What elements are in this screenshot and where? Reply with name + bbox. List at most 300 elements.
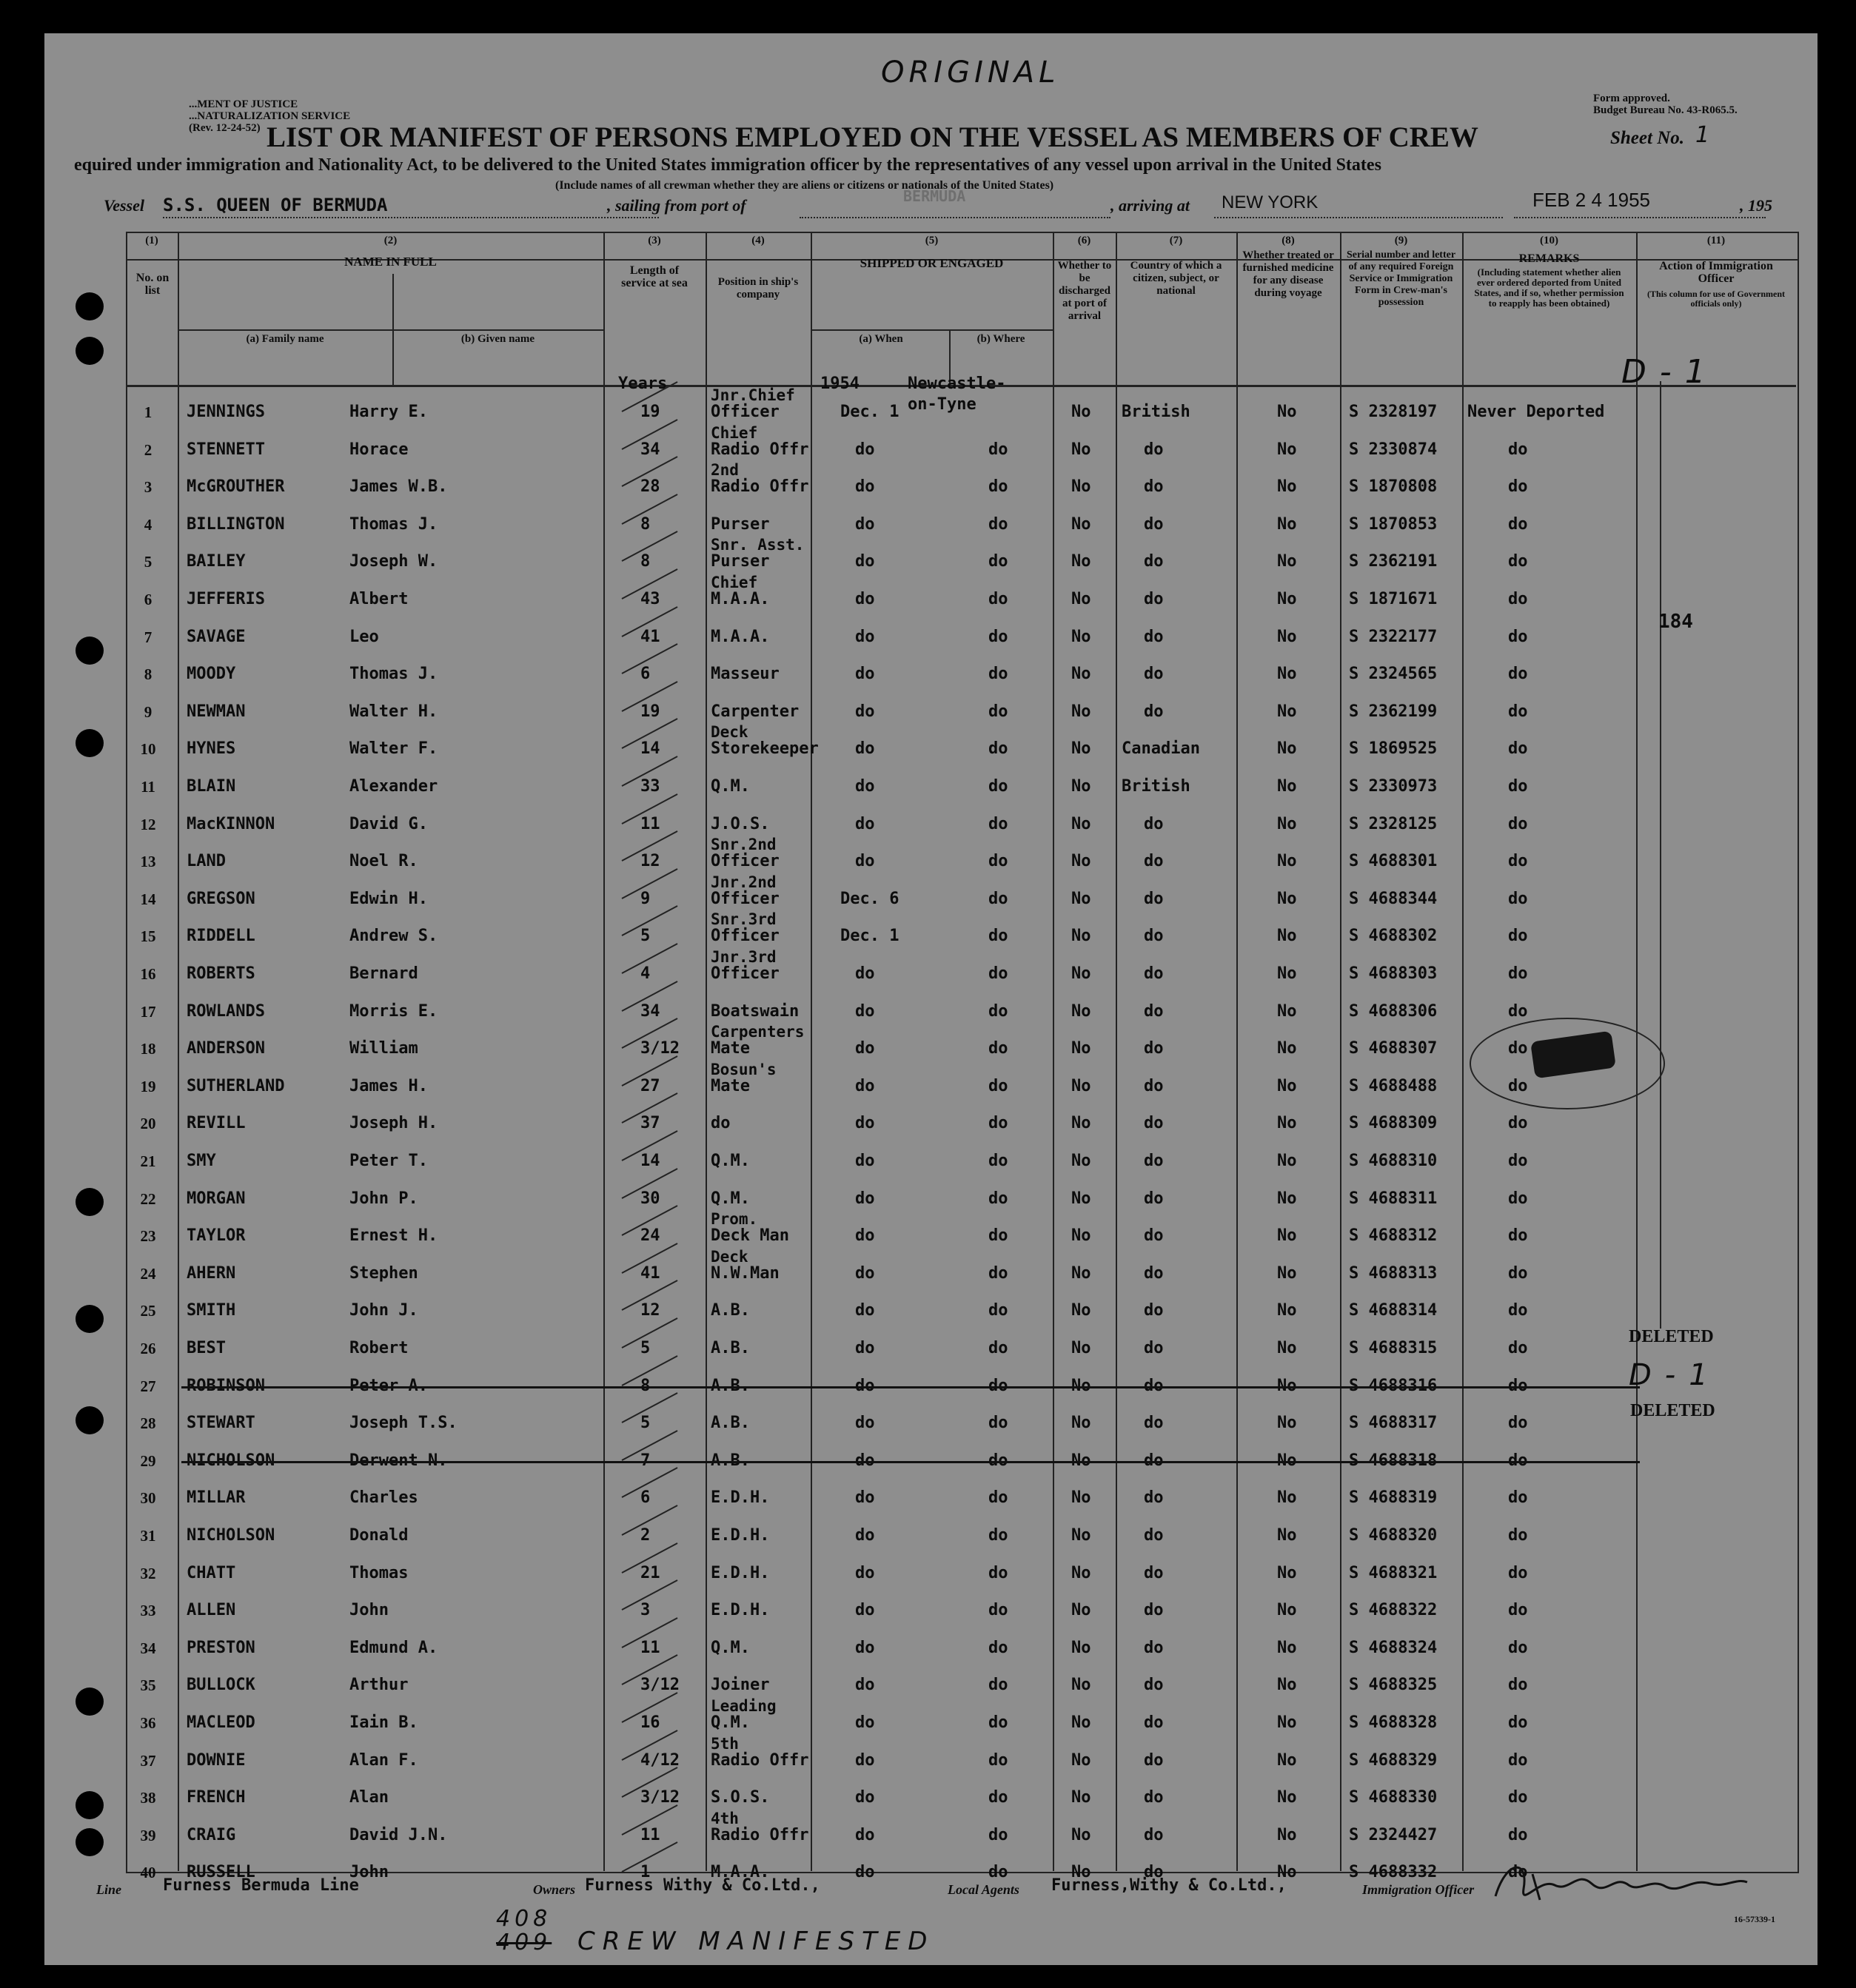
position-line-1: Bosun's — [711, 1060, 777, 1078]
agents-value: Furness,Withy & Co.Ltd., — [1051, 1876, 1287, 1895]
shipped-where: do — [988, 1039, 1008, 1058]
row-number: 13 — [140, 853, 156, 871]
remarks: do — [1508, 1863, 1528, 1882]
shipped-when: do — [855, 1114, 875, 1133]
position: M.A.A. — [711, 627, 770, 646]
sailing-port: BERMUDA — [903, 187, 966, 205]
deleted-strike-line — [181, 1386, 1640, 1388]
service-length: 1 — [640, 1863, 651, 1882]
row-number: 30 — [140, 1489, 156, 1508]
serial-number: S 2324427 — [1349, 1825, 1438, 1844]
position: E.D.H. — [711, 1601, 770, 1620]
serial-number: S 4688322 — [1349, 1601, 1438, 1620]
shipped-when: do — [855, 1788, 875, 1807]
position: Q.M. — [711, 1152, 750, 1170]
position: Mate — [711, 1076, 750, 1095]
row-number: 22 — [140, 1189, 156, 1208]
position: Radio Offr — [711, 1825, 809, 1844]
position: Radio Offr — [711, 1750, 809, 1770]
serial-number: S 4688317 — [1349, 1414, 1438, 1433]
shipped-where: do — [988, 1825, 1008, 1844]
medicine: No — [1277, 440, 1297, 459]
country: do — [1144, 1825, 1164, 1844]
position-line-1: Snr. Asst. — [711, 536, 805, 554]
service-length: 21 — [640, 1563, 660, 1582]
country: do — [1144, 1339, 1164, 1357]
deleted-label-2: DELETED — [1630, 1401, 1715, 1420]
shipped-where: do — [988, 665, 1008, 684]
discharge: No — [1071, 440, 1091, 459]
family-name: JEFFERIS — [187, 590, 265, 608]
country: do — [1144, 1638, 1164, 1657]
given-name: David J.N. — [349, 1825, 448, 1844]
serial-number: S 4688301 — [1349, 852, 1438, 871]
medicine: No — [1277, 777, 1297, 796]
country: do — [1144, 964, 1164, 983]
medicine: No — [1277, 627, 1297, 646]
position: Mate — [711, 1039, 750, 1058]
country: do — [1144, 440, 1164, 459]
position: Masseur — [711, 665, 780, 684]
family-name: ROWLANDS — [187, 1001, 265, 1021]
family-name: TAYLOR — [187, 1226, 246, 1246]
service-length: 6 — [640, 1488, 651, 1508]
page-title: LIST OR MANIFEST OF PERSONS EMPLOYED ON THE VESSEL AS MEMBERS OF CREW — [267, 121, 1478, 153]
position: A.B. — [711, 1376, 750, 1395]
family-name: ROBERTS — [187, 964, 255, 983]
shipped-when: do — [855, 1488, 875, 1508]
family-name: MacKINNON — [187, 814, 275, 833]
shipped-when: do — [855, 1076, 875, 1095]
discharge: No — [1071, 1263, 1091, 1283]
count-old: 409 — [496, 1930, 552, 1955]
country: do — [1144, 1376, 1164, 1395]
row-number: 39 — [140, 1826, 156, 1844]
col9-number: (9) — [1394, 235, 1408, 246]
discharge: No — [1071, 1414, 1091, 1433]
row-number: 25 — [140, 1302, 156, 1320]
row-number: 12 — [140, 815, 156, 833]
discharge: No — [1071, 477, 1091, 497]
remarks: do — [1508, 1339, 1528, 1357]
family-name: FRENCH — [187, 1788, 246, 1807]
agents-label: Local Agents — [948, 1882, 1019, 1897]
given-name: James W.B. — [349, 477, 448, 497]
service-length: 5 — [640, 927, 651, 946]
shipped-where: do — [988, 477, 1008, 497]
position: Officer — [711, 403, 780, 421]
remarks: do — [1508, 1039, 1528, 1058]
serial-number: S 4688320 — [1349, 1526, 1438, 1545]
sheet-number: 1 — [1695, 122, 1715, 148]
remarks: do — [1508, 964, 1528, 983]
shipped-when: do — [855, 1451, 875, 1470]
remarks: do — [1508, 1114, 1528, 1133]
serial-number: S 2362199 — [1349, 702, 1438, 721]
country: do — [1144, 627, 1164, 646]
shipped-where: do — [988, 627, 1008, 646]
col10-note: (Including statement whether alien ever ordered deported from United States, and if so, whether permission to reapply has been obtained) — [1474, 266, 1624, 309]
serial-number: S 4688321 — [1349, 1563, 1438, 1582]
shipped-when: do — [855, 964, 875, 983]
position: Purser — [711, 552, 770, 571]
serial-number: S 4688329 — [1349, 1750, 1438, 1770]
discharge: No — [1071, 1825, 1091, 1844]
position: Purser — [711, 514, 770, 534]
discharge: No — [1071, 927, 1091, 946]
service-length: 7 — [640, 1451, 651, 1470]
col7-number: (7) — [1169, 235, 1183, 246]
discharge: No — [1071, 1301, 1091, 1320]
family-name: NICHOLSON — [187, 1526, 275, 1545]
position: A.B. — [711, 1451, 750, 1470]
discharge: No — [1071, 1076, 1091, 1095]
given-name: Peter A. — [349, 1376, 428, 1395]
remarks: do — [1508, 1076, 1528, 1095]
remarks: do — [1508, 1713, 1528, 1732]
position: Officer — [711, 964, 780, 983]
punch-hole — [76, 292, 104, 320]
shipped-where: do — [988, 1376, 1008, 1395]
family-name: BLAIN — [187, 777, 236, 796]
position: E.D.H. — [711, 1526, 770, 1545]
discharge: No — [1071, 739, 1091, 759]
col5-header: SHIPPED OR ENGAGED — [860, 256, 1004, 270]
medicine: No — [1277, 1376, 1297, 1395]
service-length: 12 — [640, 852, 660, 871]
given-name: Thomas — [349, 1563, 409, 1582]
remarks: do — [1508, 1414, 1528, 1433]
remarks: do — [1508, 477, 1528, 497]
given-name: Charles — [349, 1488, 418, 1508]
shipped-when: do — [855, 440, 875, 459]
family-name: MACLEOD — [187, 1713, 255, 1732]
shipped-when: Dec. 1 — [840, 403, 899, 421]
discharge: No — [1071, 590, 1091, 608]
position: N.W.Man — [711, 1263, 780, 1283]
country: do — [1144, 1301, 1164, 1320]
discharge: No — [1071, 1863, 1091, 1882]
medicine: No — [1277, 927, 1297, 946]
remarks: do — [1508, 665, 1528, 684]
service-length: 11 — [640, 1825, 660, 1844]
form-code: 16-57339-1 — [1734, 1914, 1775, 1924]
given-name: Arthur — [349, 1676, 409, 1695]
shipped-where: do — [988, 1152, 1008, 1170]
row-number: 1 — [144, 403, 153, 421]
shipped-when: do — [855, 1713, 875, 1732]
form-approved: Form approved. — [1593, 93, 1670, 104]
medicine: No — [1277, 477, 1297, 497]
country: do — [1144, 814, 1164, 833]
punch-hole — [76, 337, 104, 365]
col1-header: No. on list — [135, 272, 170, 297]
row-number: 27 — [140, 1377, 156, 1395]
shipped-when: Dec. 1 — [840, 927, 899, 946]
country: do — [1144, 1601, 1164, 1620]
service-length: 11 — [640, 1638, 660, 1657]
position-line-1: Chief — [711, 574, 758, 591]
serial-number: S 4688302 — [1349, 927, 1438, 946]
shipped-where: do — [988, 1863, 1008, 1882]
family-name: MILLAR — [187, 1488, 246, 1508]
shipped-when: do — [855, 1001, 875, 1021]
serial-number: S 4688332 — [1349, 1863, 1438, 1882]
position-line-1: Snr.2nd — [711, 836, 777, 854]
country: do — [1144, 1713, 1164, 1732]
country: do — [1144, 477, 1164, 497]
serial-number: S 2330973 — [1349, 777, 1438, 796]
include-note: (Include names of all crewman whether they are aliens or citizens or nationals of the United States) — [555, 179, 1054, 192]
service-length: 8 — [640, 552, 651, 571]
medicine: No — [1277, 1001, 1297, 1021]
shipped-where: do — [988, 1263, 1008, 1283]
arrival-date: FEB 2 4 1955 — [1532, 189, 1650, 211]
col1-number: (1) — [145, 235, 158, 246]
given-name: David G. — [349, 814, 428, 833]
serial-number: S 4688310 — [1349, 1152, 1438, 1170]
service-length: 19 — [640, 403, 660, 421]
position: J.O.S. — [711, 814, 770, 833]
col5a-header: (a) When — [859, 333, 903, 345]
given-name: Derwent N. — [349, 1451, 448, 1470]
row-number: 33 — [140, 1602, 156, 1620]
discharge: No — [1071, 889, 1091, 908]
position: M.A.A. — [711, 1863, 770, 1882]
remarks: Never Deported — [1467, 403, 1605, 421]
punch-hole — [76, 1791, 104, 1819]
serial-number: S 2328125 — [1349, 814, 1438, 833]
family-name: CHATT — [187, 1563, 236, 1582]
shipped-when: do — [855, 1638, 875, 1657]
discharge: No — [1071, 1376, 1091, 1395]
serial-number: S 4688488 — [1349, 1076, 1438, 1095]
remarks: do — [1508, 852, 1528, 871]
discharge: No — [1071, 1488, 1091, 1508]
service-length: 37 — [640, 1114, 660, 1133]
position: A.B. — [711, 1301, 750, 1320]
shipped-where: do — [988, 927, 1008, 946]
shipped-when: do — [855, 1825, 875, 1844]
position: A.B. — [711, 1339, 750, 1357]
discharge: No — [1071, 814, 1091, 833]
family-name: ROBINSON — [187, 1376, 265, 1395]
shipped-when: do — [855, 1601, 875, 1620]
country: do — [1144, 1226, 1164, 1246]
position: E.D.H. — [711, 1488, 770, 1508]
budget-bureau: Budget Bureau No. 43-R065.5. — [1593, 104, 1738, 116]
medicine: No — [1277, 1152, 1297, 1170]
position: Q.M. — [711, 1189, 750, 1208]
shipped-where: do — [988, 1226, 1008, 1246]
given-name: Ernest H. — [349, 1226, 438, 1246]
service-length: 8 — [640, 1376, 651, 1395]
discharge: No — [1071, 1526, 1091, 1545]
given-name: Noel R. — [349, 852, 418, 871]
country: do — [1144, 1414, 1164, 1433]
given-name: Thomas J. — [349, 514, 438, 534]
shipped-when: do — [855, 665, 875, 684]
col10-header: REMARKS — [1518, 252, 1580, 265]
punch-hole — [76, 729, 104, 757]
serial-number: S 4688303 — [1349, 964, 1438, 983]
discharge: No — [1071, 1114, 1091, 1133]
country: do — [1144, 1788, 1164, 1807]
remarks: do — [1508, 514, 1528, 534]
family-name: McGROUTHER — [187, 477, 285, 497]
position: Boatswain — [711, 1001, 800, 1021]
serial-number: S 4688324 — [1349, 1638, 1438, 1657]
serial-number: S 2322177 — [1349, 627, 1438, 646]
discharge: No — [1071, 1039, 1091, 1058]
remarks: do — [1508, 889, 1528, 908]
family-name: STENNETT — [187, 440, 265, 459]
medicine: No — [1277, 889, 1297, 908]
service-length: 5 — [640, 1414, 651, 1433]
medicine: No — [1277, 852, 1297, 871]
row-number: 10 — [140, 740, 156, 759]
country: do — [1144, 1263, 1164, 1283]
family-name: BILLINGTON — [187, 514, 285, 534]
subtitle: equired under immigration and Nationality Act, to be delivered to the United States immigration officer by the representatives of any vessel upon arrival in the United States — [74, 155, 1381, 175]
shipped-where: do — [988, 1189, 1008, 1208]
service-length: 34 — [640, 1001, 660, 1021]
position: M.A.A. — [711, 590, 770, 608]
shipped-where: do — [988, 1601, 1008, 1620]
service-length: 8 — [640, 514, 651, 534]
dept-line-2: ...NATURALIZATION SERVICE — [189, 110, 351, 122]
remarks: do — [1508, 1638, 1528, 1657]
service-length: 12 — [640, 1301, 660, 1320]
serial-number: S 4688315 — [1349, 1339, 1438, 1357]
shipped-where: do — [988, 1414, 1008, 1433]
shipped-where: do — [988, 514, 1008, 534]
vessel-label: Vessel — [104, 196, 144, 215]
medicine: No — [1277, 1114, 1297, 1133]
country: British — [1122, 403, 1190, 421]
manifest-sheet — [44, 33, 1818, 1965]
medicine: No — [1277, 1750, 1297, 1770]
row-number: 32 — [140, 1564, 156, 1582]
remarks: do — [1508, 590, 1528, 608]
shipped-when: Dec. 6 — [840, 889, 899, 908]
medicine: No — [1277, 1301, 1297, 1320]
position-line-1: 4th — [711, 1809, 739, 1827]
medicine: No — [1277, 1825, 1297, 1844]
family-name: BEST — [187, 1339, 226, 1357]
remarks: do — [1508, 777, 1528, 796]
shipped-where: do — [988, 964, 1008, 983]
shipped-when: do — [855, 1676, 875, 1695]
given-name: Alan — [349, 1788, 389, 1807]
row-number: 6 — [144, 591, 153, 608]
service-length: 3/12 — [640, 1039, 680, 1058]
vessel-name: S.S. QUEEN OF BERMUDA — [163, 195, 388, 215]
position: Deck Man — [711, 1226, 789, 1246]
position: Storekeeper — [711, 739, 819, 759]
row-number: 35 — [140, 1676, 156, 1695]
original-mark: ORIGINAL — [881, 56, 1060, 90]
discharge: No — [1071, 1152, 1091, 1170]
shipped-when: do — [855, 1263, 875, 1283]
shipped-when: do — [855, 702, 875, 721]
medicine: No — [1277, 814, 1297, 833]
medicine: No — [1277, 1339, 1297, 1357]
country: do — [1144, 1488, 1164, 1508]
shipped-where: do — [988, 1563, 1008, 1582]
service-length: 6 — [640, 665, 651, 684]
serial-number: S 4688314 — [1349, 1301, 1438, 1320]
country: do — [1144, 590, 1164, 608]
remarks: do — [1508, 1451, 1528, 1470]
remarks: do — [1508, 739, 1528, 759]
given-name: Joseph W. — [349, 552, 438, 571]
country: do — [1144, 665, 1164, 684]
first-where-bottom: on-Tyne — [908, 395, 976, 414]
given-name: Donald — [349, 1526, 409, 1545]
position-line-1: Deck — [711, 1247, 748, 1266]
position: A.B. — [711, 1414, 750, 1433]
remarks: do — [1508, 1376, 1528, 1395]
remarks: do — [1508, 1152, 1528, 1170]
remarks: do — [1508, 1563, 1528, 1582]
years-label: Years — [618, 375, 668, 393]
row-number: 16 — [140, 965, 156, 983]
position-line-1: 2nd — [711, 461, 739, 480]
annotation-bracket-line — [1660, 381, 1661, 1329]
discharge: No — [1071, 552, 1091, 571]
remarks: do — [1508, 1263, 1528, 1283]
row-number: 4 — [144, 515, 153, 534]
position: Q.M. — [711, 1713, 750, 1732]
row-number: 37 — [140, 1751, 156, 1770]
row-number: 34 — [140, 1639, 156, 1657]
row-number: 21 — [140, 1152, 156, 1170]
position-line-1: Chief — [711, 423, 758, 442]
medicine: No — [1277, 1414, 1297, 1433]
line-value: Furness Bermuda Line — [163, 1876, 359, 1895]
col8-number: (8) — [1282, 235, 1295, 246]
position-line-1: Jnr.2nd — [711, 873, 777, 891]
medicine: No — [1277, 964, 1297, 983]
shipped-when: do — [855, 1301, 875, 1320]
discharge: No — [1071, 514, 1091, 534]
given-name: Edmund A. — [349, 1638, 438, 1657]
country: do — [1144, 1676, 1164, 1695]
col6-header: Whether to be discharged at port of arrival — [1057, 260, 1112, 322]
row-number: 24 — [140, 1264, 156, 1283]
medicine: No — [1277, 1451, 1297, 1470]
shipped-where: do — [988, 440, 1008, 459]
country: do — [1144, 552, 1164, 571]
col10-number: (10) — [1540, 235, 1558, 246]
family-name: PRESTON — [187, 1638, 255, 1657]
row-number: 31 — [140, 1527, 156, 1545]
position: Radio Offr — [711, 440, 809, 459]
serial-number: S 4688316 — [1349, 1376, 1438, 1395]
medicine: No — [1277, 552, 1297, 571]
remarks: do — [1508, 927, 1528, 946]
remarks: do — [1508, 1825, 1528, 1844]
row-number: 5 — [144, 553, 153, 571]
remarks: do — [1508, 552, 1528, 571]
serial-number: S 4688307 — [1349, 1039, 1438, 1058]
medicine: No — [1277, 1039, 1297, 1058]
col7-header: Country of which a citizen, subject, or national — [1130, 260, 1222, 297]
serial-number: S 4688325 — [1349, 1676, 1438, 1695]
remarks: do — [1508, 440, 1528, 459]
remarks: do — [1508, 1526, 1528, 1545]
